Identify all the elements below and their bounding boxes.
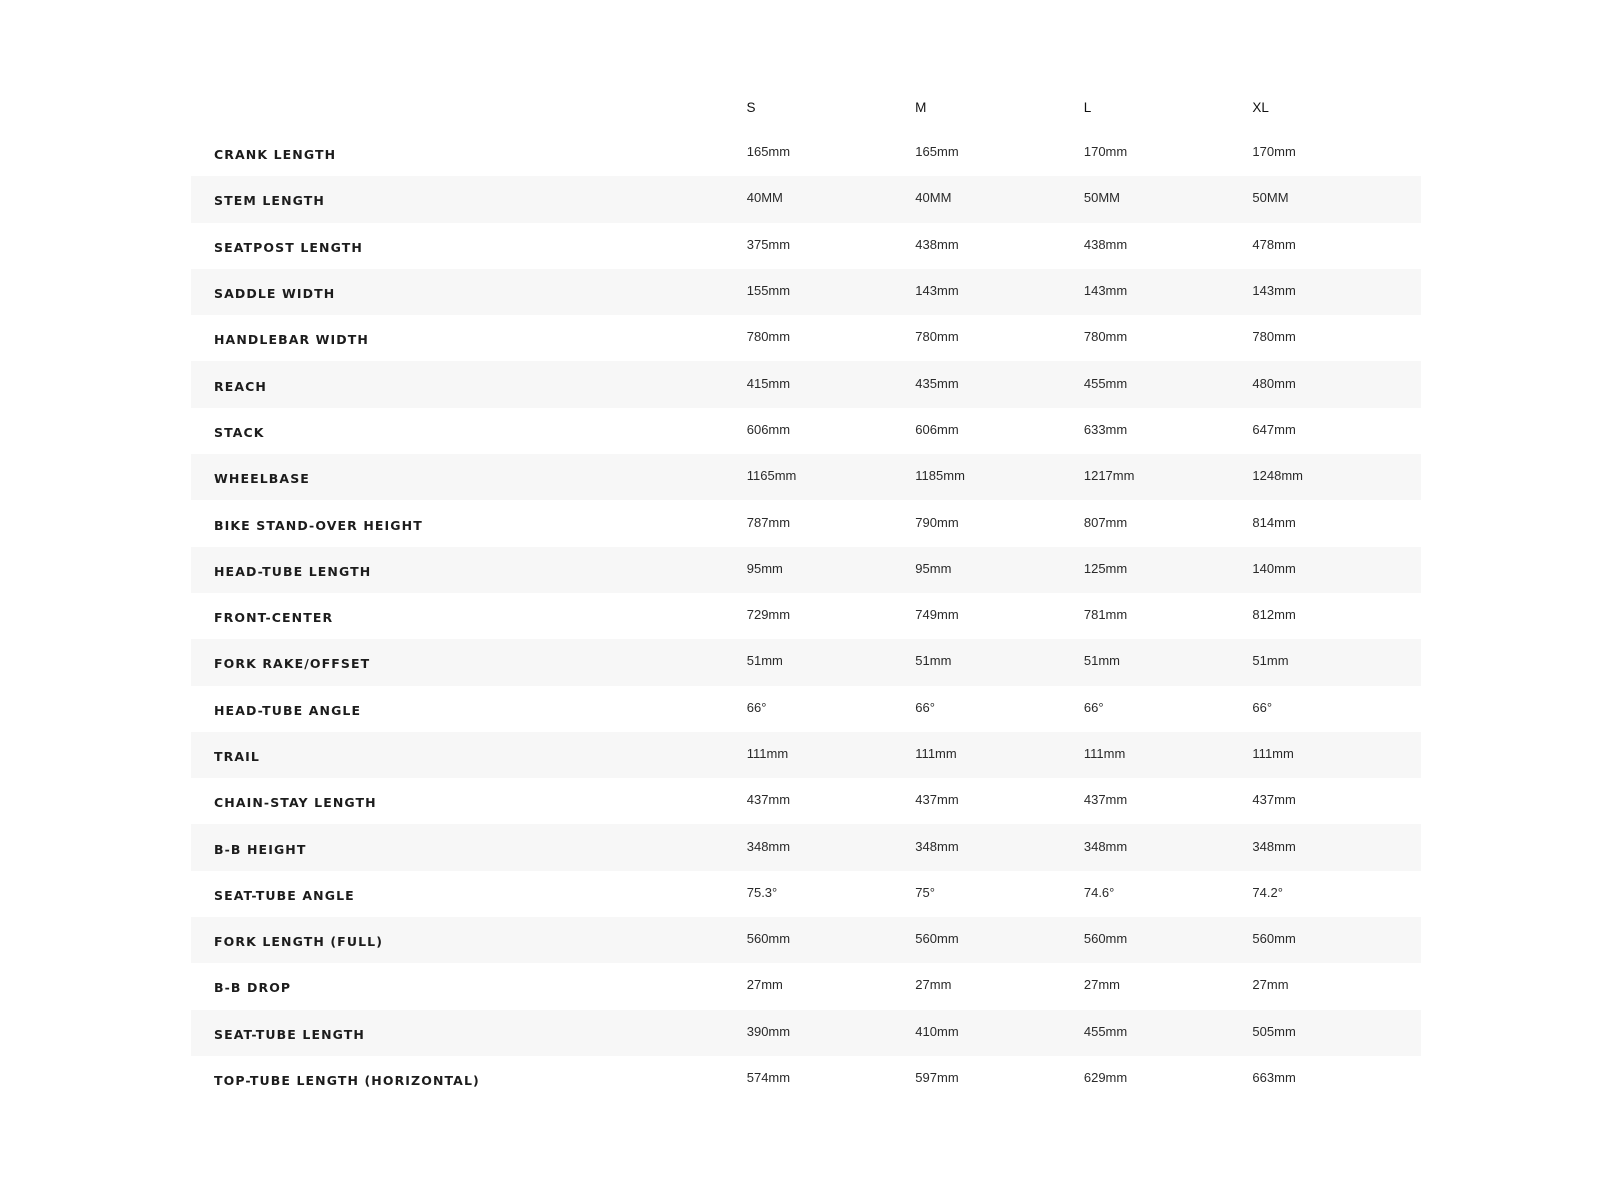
value-cell-m: 95mm: [915, 560, 952, 576]
value-cell-l: 781mm: [1083, 607, 1128, 623]
value-cell-xl: 140mm: [1252, 560, 1296, 576]
value-cell-s: 111mm: [746, 746, 789, 761]
value-cell-m: 51mm: [915, 653, 952, 669]
value-cell-m: 75°: [915, 884, 935, 900]
value-cell-s: 40MM: [746, 190, 783, 206]
table-row: [191, 223, 1421, 269]
value-cell-m: 437mm: [915, 792, 959, 808]
table-row: [191, 871, 1421, 917]
value-cell-m: 749mm: [915, 607, 959, 623]
value-cell-l: 633mm: [1083, 421, 1128, 437]
table-header-row: [191, 84, 1421, 130]
size-header-s: S: [746, 99, 756, 115]
table-row: [191, 361, 1421, 407]
row-label: HEAD-TUBE ANGLE: [214, 702, 362, 718]
table-row: [191, 500, 1421, 546]
value-cell-xl: 780mm: [1252, 329, 1296, 345]
row-label: STACK: [214, 424, 265, 440]
value-cell-xl: 51mm: [1252, 653, 1289, 669]
row-label: FRONT-CENTER: [214, 610, 334, 626]
value-cell-m: 780mm: [915, 329, 959, 345]
value-cell-l: 807mm: [1083, 514, 1128, 530]
table-row: [191, 315, 1421, 361]
value-cell-m: 66°: [915, 699, 935, 715]
value-cell-s: 51mm: [746, 653, 783, 669]
row-label: CHAIN-STAY LENGTH: [214, 795, 377, 811]
row-label: B-B DROP: [214, 980, 292, 996]
value-cell-s: 574mm: [746, 1070, 791, 1086]
table-row: [191, 824, 1421, 870]
value-cell-m: 27mm: [915, 977, 952, 993]
value-cell-xl: 27mm: [1252, 977, 1289, 993]
value-cell-l: 780mm: [1083, 329, 1128, 345]
value-cell-xl: 480mm: [1252, 375, 1296, 391]
value-cell-xl: 348mm: [1252, 838, 1296, 854]
row-label: REACH: [214, 378, 267, 394]
value-cell-l: 51mm: [1083, 653, 1120, 669]
value-cell-s: 415mm: [746, 375, 791, 391]
value-cell-l: 348mm: [1083, 838, 1128, 854]
table-row: [191, 454, 1421, 500]
value-cell-s: 606mm: [746, 421, 791, 437]
value-cell-l: 50MM: [1083, 190, 1120, 206]
table-body: [191, 130, 1421, 1102]
value-cell-s: 1165mm: [746, 468, 797, 484]
size-header-m: M: [915, 99, 927, 115]
table-row: [191, 593, 1421, 639]
value-cell-xl: 111mm: [1252, 746, 1294, 761]
value-cell-l: 27mm: [1083, 977, 1120, 993]
table-row: [191, 1010, 1421, 1056]
row-label: SEAT-TUBE LENGTH: [214, 1026, 365, 1042]
value-cell-xl: 812mm: [1252, 607, 1296, 623]
value-cell-m: 438mm: [915, 236, 959, 252]
table-row: [191, 686, 1421, 732]
table-row: [191, 176, 1421, 222]
row-label: CRANK LENGTH: [214, 147, 337, 163]
value-cell-s: 560mm: [746, 931, 791, 947]
value-cell-l: 125mm: [1083, 560, 1128, 576]
value-cell-l: 170mm: [1083, 144, 1128, 160]
value-cell-m: 1185mm: [915, 468, 965, 484]
row-label: HANDLEBAR WIDTH: [214, 332, 369, 348]
table-row: [191, 963, 1421, 1009]
value-cell-xl: 560mm: [1252, 931, 1296, 947]
value-cell-xl: 505mm: [1252, 1023, 1296, 1039]
value-cell-s: 165mm: [746, 144, 791, 160]
value-cell-s: 375mm: [746, 236, 791, 252]
value-cell-l: 455mm: [1083, 1023, 1128, 1039]
value-cell-s: 95mm: [746, 560, 783, 576]
row-label: SEATPOST LENGTH: [214, 239, 363, 255]
geometry-table: [191, 84, 1421, 1102]
table-row: [191, 408, 1421, 454]
row-label: FORK RAKE/OFFSET: [214, 656, 371, 672]
row-label: TOP-TUBE LENGTH (HORIZONTAL): [214, 1073, 480, 1089]
value-cell-m: 435mm: [915, 375, 959, 391]
value-cell-m: 40MM: [915, 190, 952, 206]
value-cell-xl: 170mm: [1252, 144, 1296, 160]
value-cell-m: 165mm: [915, 144, 959, 160]
value-cell-s: 66°: [746, 699, 767, 715]
value-cell-s: 27mm: [746, 977, 783, 993]
value-cell-m: 410mm: [915, 1023, 959, 1039]
value-cell-l: 438mm: [1083, 236, 1128, 252]
value-cell-xl: 814mm: [1252, 514, 1296, 530]
value-cell-xl: 66°: [1252, 699, 1273, 715]
value-cell-s: 729mm: [746, 607, 791, 623]
size-header-l: L: [1083, 99, 1092, 115]
value-cell-l: 437mm: [1083, 792, 1128, 808]
table-row: [191, 778, 1421, 824]
row-label: FORK LENGTH (FULL): [214, 934, 384, 950]
value-cell-xl: 663mm: [1252, 1070, 1296, 1086]
size-header-xl: XL: [1252, 99, 1269, 115]
table-row: [191, 1056, 1421, 1102]
value-cell-xl: 437mm: [1252, 792, 1296, 808]
value-cell-l: 455mm: [1083, 375, 1128, 391]
row-label: BIKE STAND-OVER HEIGHT: [214, 517, 423, 533]
row-label: WHEELBASE: [214, 471, 310, 487]
value-cell-m: 143mm: [915, 283, 959, 299]
table-row: [191, 639, 1421, 685]
value-cell-m: 348mm: [915, 838, 959, 854]
row-label: HEAD-TUBE LENGTH: [214, 563, 372, 579]
value-cell-s: 75.3°: [746, 884, 778, 900]
row-label: SEAT-TUBE ANGLE: [214, 887, 355, 903]
value-cell-l: 74.6°: [1083, 884, 1115, 900]
value-cell-m: 560mm: [915, 931, 959, 947]
value-cell-l: 66°: [1083, 699, 1104, 715]
value-cell-xl: 50MM: [1252, 190, 1289, 206]
value-cell-s: 390mm: [746, 1023, 791, 1039]
row-label: TRAIL: [214, 749, 260, 764]
value-cell-s: 348mm: [746, 838, 791, 854]
value-cell-m: 606mm: [915, 421, 959, 437]
value-cell-m: 111mm: [915, 746, 957, 761]
value-cell-l: 143mm: [1083, 283, 1128, 299]
value-cell-s: 780mm: [746, 329, 791, 345]
value-cell-xl: 1248mm: [1252, 468, 1303, 484]
value-cell-xl: 74.2°: [1252, 884, 1283, 900]
value-cell-xl: 647mm: [1252, 421, 1296, 437]
value-cell-s: 437mm: [746, 792, 791, 808]
table-row: [191, 130, 1421, 176]
row-label: STEM LENGTH: [214, 193, 325, 209]
table-row: [191, 547, 1421, 593]
value-cell-xl: 478mm: [1252, 236, 1296, 252]
row-label: B-B HEIGHT: [214, 841, 307, 857]
value-cell-l: 629mm: [1083, 1070, 1128, 1086]
value-cell-xl: 143mm: [1252, 283, 1296, 299]
value-cell-m: 790mm: [915, 514, 959, 530]
value-cell-l: 111mm: [1083, 746, 1126, 761]
table-row: [191, 732, 1421, 778]
table-row: [191, 917, 1421, 963]
value-cell-l: 1217mm: [1083, 468, 1135, 484]
value-cell-s: 155mm: [746, 283, 791, 299]
table-row: [191, 269, 1421, 315]
row-label: SADDLE WIDTH: [214, 286, 336, 302]
value-cell-l: 560mm: [1083, 931, 1128, 947]
value-cell-s: 787mm: [746, 514, 791, 530]
value-cell-m: 597mm: [915, 1070, 959, 1086]
